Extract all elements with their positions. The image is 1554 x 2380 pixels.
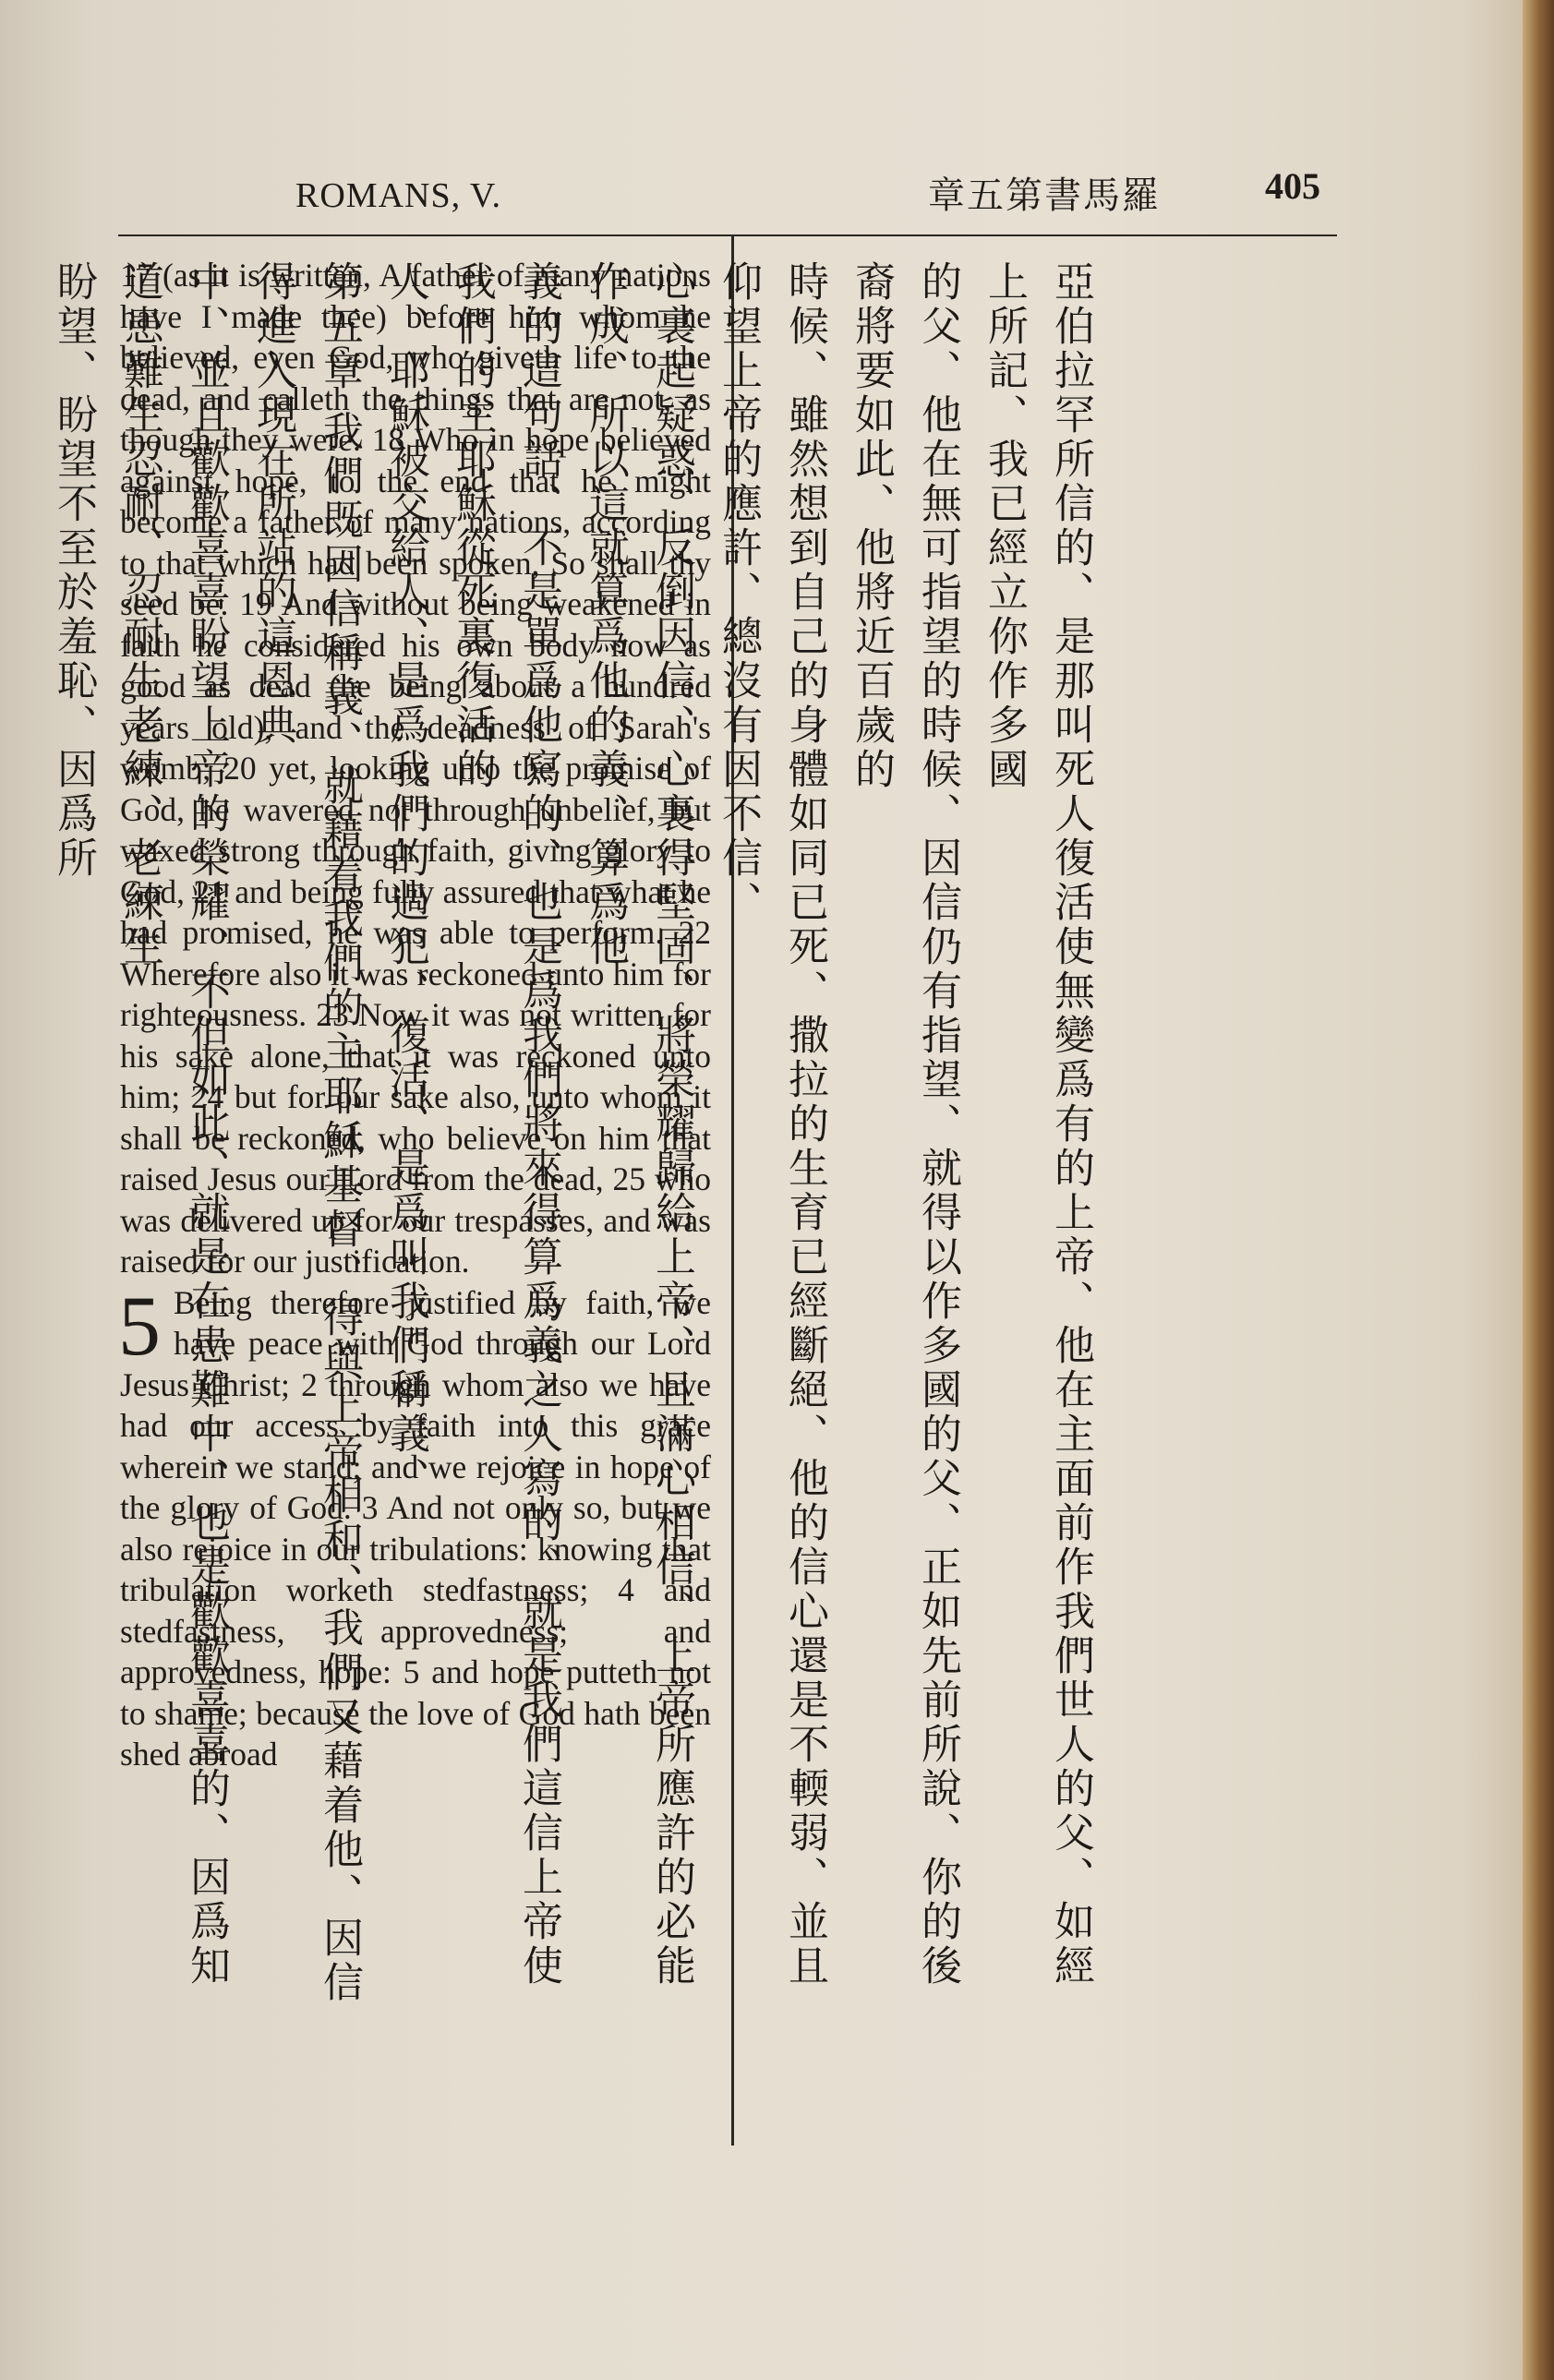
chinese-text-line: 中、並且歡歡喜喜盼望上帝的榮耀、不但如此、就是在患難中、也是歡歡喜喜的、因爲知道患難生忍耐、忍耐生老練、老練生 — [116, 260, 230, 1989]
chinese-text-line: 亞伯拉罕所信的、是那叫死人復活使無變爲有的上帝、他在主面前作我們世人的父、如經上所記、我已經立你作多國 — [981, 260, 1094, 1989]
page-number: 405 — [1265, 165, 1320, 207]
chinese-text-line: 的父、他在無可指望的時候、因信仍有指望、就得以作多國的父、正如先前所說、你的後裔將要如此、他將近百歲的 — [848, 260, 961, 1989]
chinese-text-line: 盼望、盼望不至於羞恥、因爲所 — [50, 260, 97, 881]
header-rule — [118, 234, 1337, 236]
page-edge — [1523, 0, 1554, 2380]
chinese-text-line: 人、耶穌被交給人、是爲我們的過犯、復活、是爲叫我們稱義、 — [382, 260, 429, 1501]
chapter-text: Being therefore justified by faith, we have peace with God through our Lord Jesus Christ; 2 through whom also we have had our access by faith into this grace wherein we stand; and we rejoice in hope of the glory of God. 3 And not only so, but we also rejoice in our tribulations: knowing that tribulation worketh stedfastness; 4 and stedfastness, approvedness; and approvedness, hope: 5 and hope putteth not to shame; because the love of God hath been shed abroad — [120, 1283, 711, 1773]
chinese-text-line: 第五章 我們既因信稱義、就藉着我們的主耶穌基督、得與上帝相和、我們又藉着他、因信得進入現在所站的這恩典 — [249, 260, 363, 2005]
running-header — [139, 148, 1369, 222]
header-title-chinese: 章五第書馬羅 — [928, 174, 1161, 217]
chapter-number: 5 — [118, 1278, 161, 1373]
chinese-text-line: 義的這句話、不是單爲他寫的、也是爲我們將來得算爲義之人寫的、就是我們這信上帝使我們的主耶穌從死裏復活的 — [449, 260, 562, 1989]
english-paragraph: 17 (as it is written, A father of many nations have I made thee) before him whom he believed, even God, who giveth life to the dead, and calleth the things that are not, as though they were. 18 Who in hope believed against hope, to the end that he might become a father of many nations, according to that which had been spoken, So shall thy seed be. 19 And without being weakened in faith he considered his own body now as good as dead (he being about a hundred years old), and the deadness of Sarah's womb; 20 yet, looking unto the promise of God, he wavered not through unbelief, but waxed strong through faith, giving glory to God, 21 and being fully assured that what he had promised, he was able to perform. 22 Wherefore also it was reckoned unto him for righteousness. 23 Now it was not written for his sake alone, that it was reckoned unto him; 24 but for our sake also, unto whom it shall be reckoned, who believe on him that raised Jesus our Lord from the dead, 25 who was delivered up for our trespasses, and was raised for our justification. — [120, 257, 711, 1280]
header-title-english: ROMANS, V. — [295, 176, 501, 215]
chinese-text-line: 時候、雖然想到自己的身體如同已死、撒拉的生育已經斷絕、他的信心還是不輭弱、並且仰望上帝的應許、總沒有因不信、 — [715, 260, 828, 1989]
chinese-text-line: 心裏起疑惑、反倒因信、心裏得堅固、將榮耀歸給上帝、且滿心相信、上帝所應許的必能作成、所以這就算爲他的義、算爲他 — [582, 260, 695, 1989]
